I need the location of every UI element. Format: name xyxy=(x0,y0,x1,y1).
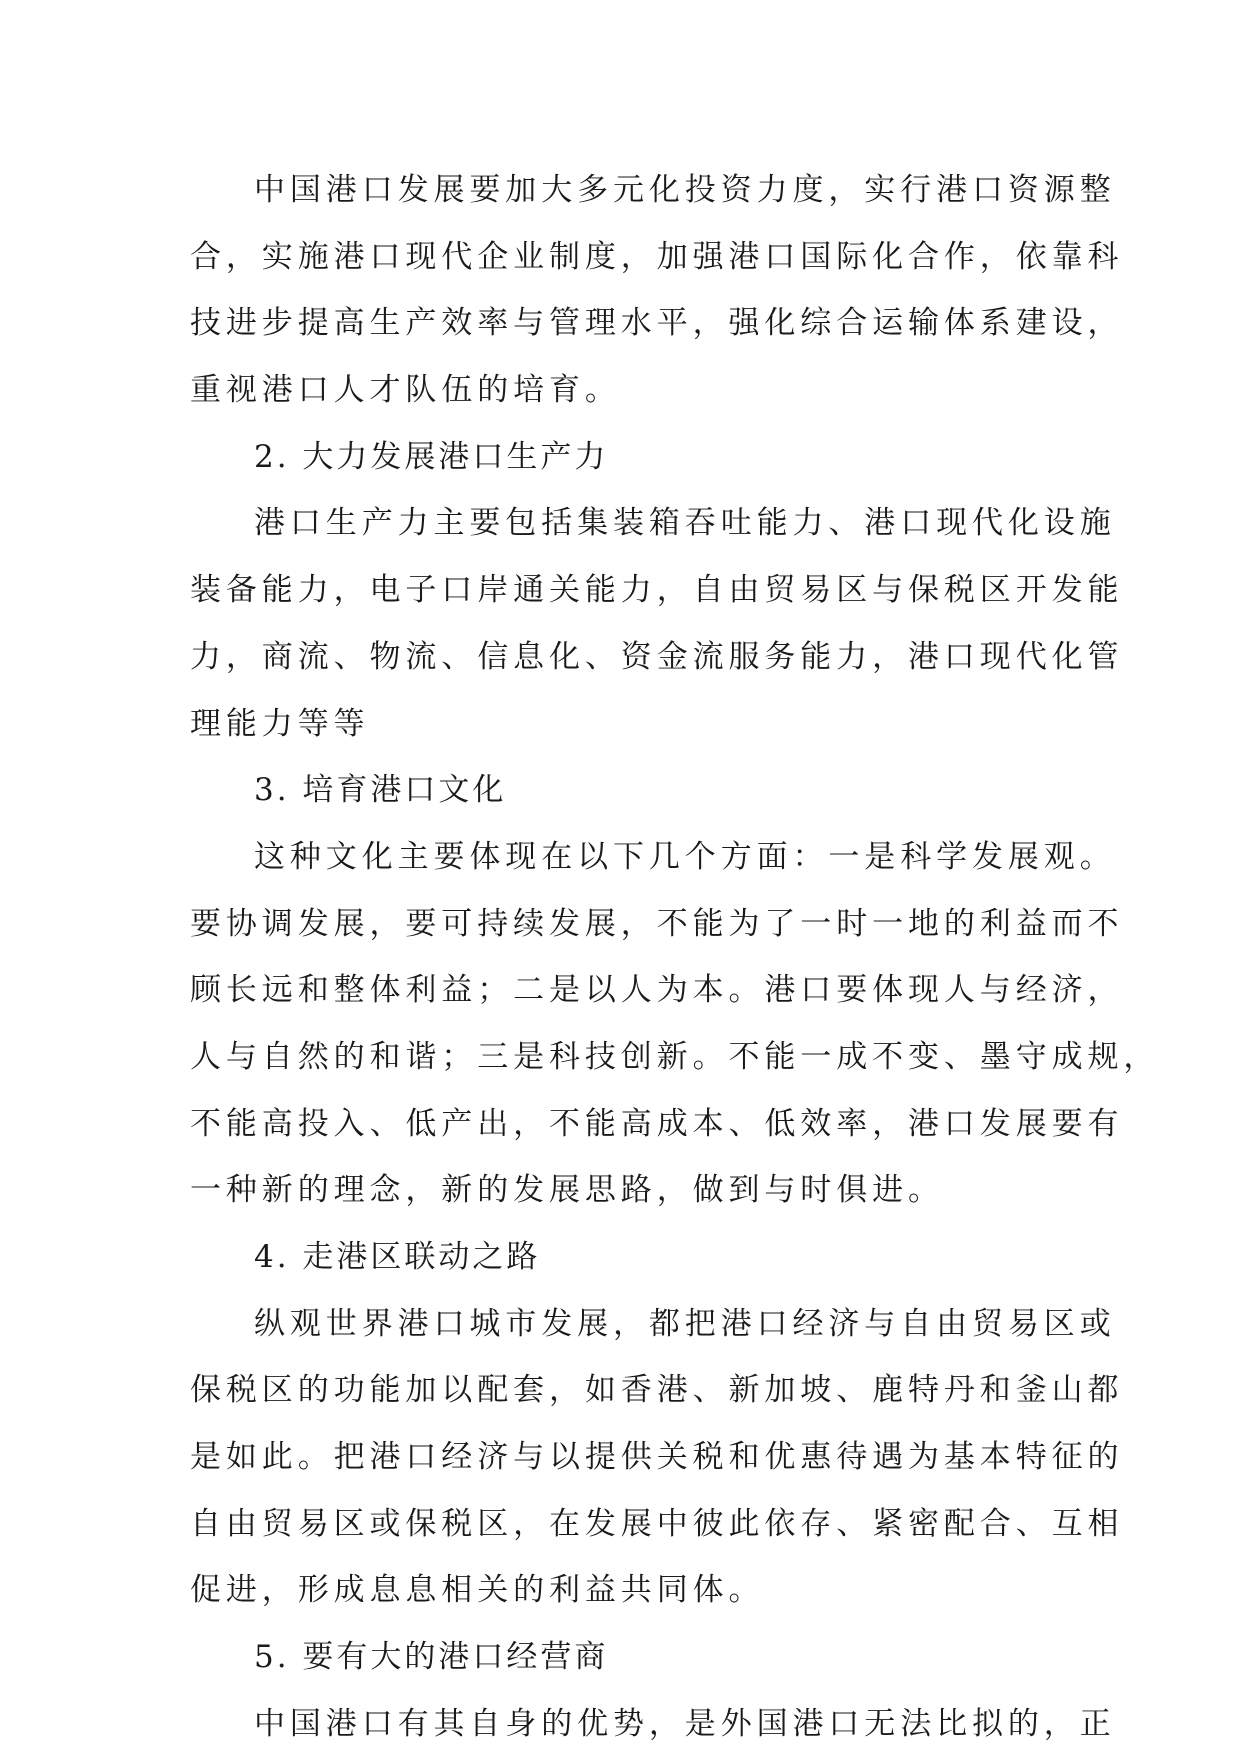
section-heading: 3. 培育港口文化 xyxy=(254,772,507,809)
paragraph-line: 理能力等等 xyxy=(190,705,370,742)
paragraph-line: 重视港口人才队伍的培育。 xyxy=(190,372,621,409)
section-heading: 2. 大力发展港口生产力 xyxy=(254,438,609,475)
paragraph-line: 中国港口有其自身的优势，是外国港口无法比拟的，正 xyxy=(254,1705,1116,1742)
paragraph-line: 促进，形成息息相关的利益共同体。 xyxy=(190,1572,765,1609)
paragraph-line: 自由贸易区或保税区，在发展中彼此依存、紧密配合、互相 xyxy=(190,1505,1124,1542)
section-heading: 4. 走港区联动之路 xyxy=(254,1239,541,1275)
paragraph-line: 保税区的功能加以配套，如香港、新加坡、鹿特丹和釜山都 xyxy=(190,1372,1124,1409)
paragraph-line: 要协调发展，要可持续发展，不能为了一时一地的利益而不 xyxy=(190,905,1124,942)
paragraph-line: 纵观世界港口城市发展，都把港口经济与自由贸易区或 xyxy=(254,1305,1116,1342)
paragraph-line: 港口生产力主要包括集装箱吞吐能力、港口现代化设施 xyxy=(254,505,1116,542)
paragraph-line: 合，实施港口现代企业制度，加强港口国际化合作，依靠科 xyxy=(190,238,1124,275)
section-heading: 5. 要有大的港口经营商 xyxy=(254,1639,609,1676)
paragraph-line: 中国港口发展要加大多元化投资力度，实行港口资源整 xyxy=(254,172,1116,208)
paragraph-line: 是如此。把港口经济与以提供关税和优惠待遇为基本特征的 xyxy=(190,1439,1124,1476)
paragraph-line: 力，商流、物流、信息化、资金流服务能力，港口现代化管 xyxy=(190,638,1124,675)
paragraph-line: 装备能力，电子口岸通关能力，自由贸易区与保税区开发能 xyxy=(190,572,1124,609)
paragraph-line: 技进步提高生产效率与管理水平，强化综合运输体系建设， xyxy=(190,305,1124,342)
document-body xyxy=(190,157,1160,1758)
paragraph-line: 不能高投入、低产出，不能高成本、低效率，港口发展要有 xyxy=(190,1105,1124,1142)
paragraph-line: 顾长远和整体利益；二是以人为本。港口要体现人与经济， xyxy=(190,972,1124,1009)
paragraph-line: 一种新的理念，新的发展思路，做到与时俱进。 xyxy=(190,1172,944,1209)
paragraph-line: 这种文化主要体现在以下几个方面：一是科学发展观。 xyxy=(254,838,1116,875)
paragraph-line: 人与自然的和谐；三是科技创新。不能一成不变、墨守成规， xyxy=(190,1038,1160,1075)
